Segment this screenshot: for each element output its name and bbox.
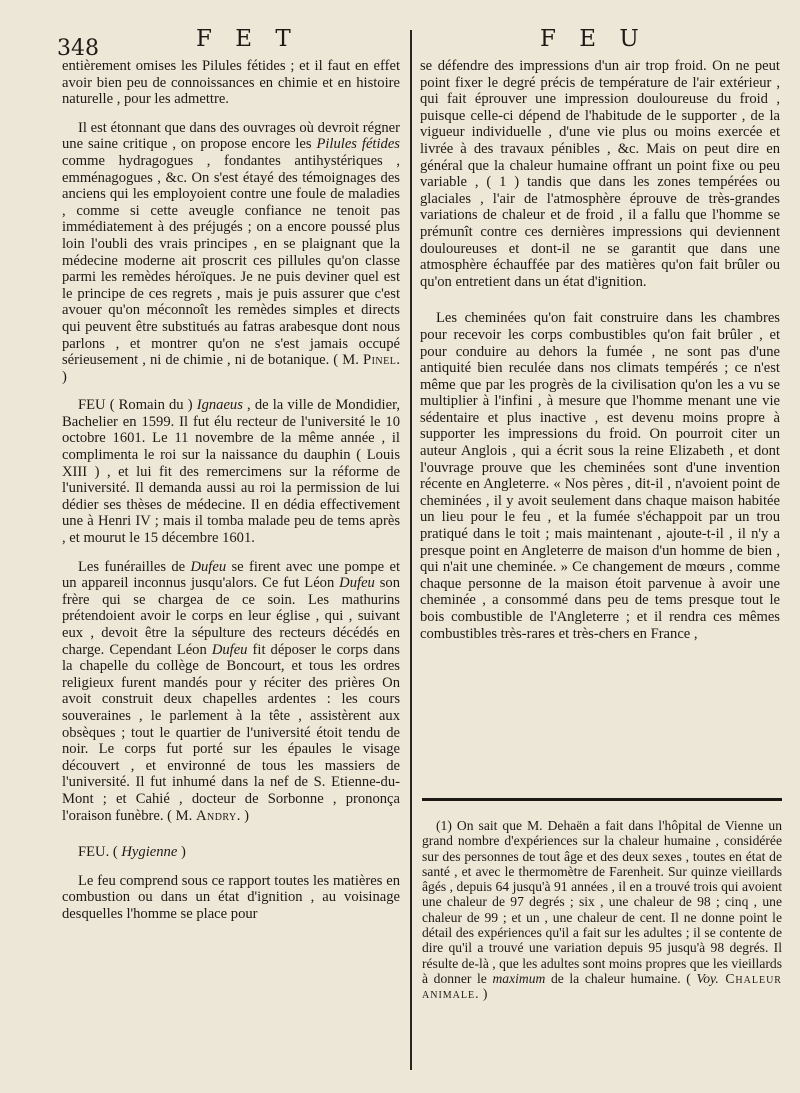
footnote-rule [422,798,782,801]
left-paragraph-4: Les funérailles de Dufeu se firent avec une pompe et un appareil inconnus jusqu'alors. Ce fut Léon Dufeu son frère qui se chargea de ce soin. Les mathurins prétendoient avoir le corps en leur église , qui , suivant eux , devoit être la sépulture des recteurs décédés en charge. Cependant Léon Dufeu fit déposer le corps dans la chapelle du collège de Boncourt, et tous les ordres religieux furent mandés pour y réciter des prières On avoit construit deux chapelles ardentes : les cours souveraines , le parlement à la tête , assistèrent aux obsèques ; tout le quartier de l'université étoit tendu de noir. Le corps fut porté sur les épaules le visage découvert , et environné de tous les massiers de l'université. Il fut inhumé dans la nef de S. Etienne-du-Mont ; et Cahié , docteur de Sorbonne , prononça l'oraison funèbre. ( M. Andry. ) [62,558,401,824]
footnote-text: (1) On sait que M. Dehaën a fait dans l'hôpital de Vienne un grand nombre d'expériences sur la chaleur humaine , considérée sur des personnes de tout âge et des deux sexes , toutes en état de santé , et avec le thermomètre de Farenheit. Sur quinze vieillards âgés , depuis 64 jusqu'à 91 années , il en a trouvé trois qui avoient une chaleur de 97 degrés ; six , une chaleur de 98 ; cinq , une chaleur de 99 ; et un , une chaleur de cent. Il ne donne point le détail des expériences qu'il a fait sur les adultes ; il se contente de dire qu'il a trouvé une variation depuis 95 jusqu'à 98 degrés. Il résulte de-là , que les adultes sont moins propres que les vieillards à donner le maximum de la chaleur humaine. ( Voy. Chaleur animale. ) [422,818,782,1002]
column-divider [410,30,412,1070]
left-column [62,58,400,923]
left-running-head: F E T [196,26,299,52]
right-column [420,58,780,642]
author-name: Andry [195,807,237,824]
left-paragraph-3: FEU ( Romain du ) Ignaeus , de la ville de Mondidier, Bachelier en 1599. Il fut élu recteur de l'université le 10 octobre 1601. Le 11 novembre de la même année , il complimenta le roi sur la naissance du dauphin ( Louis XIII ) , et lui fit des remercimens sur la réforme de l'université. Il demanda aussi au roi la permission de lui dédier ses thèses de médecine. Il en dédia effectivement une à Henri IV ; mais il tomba malade peu de tems après , et mourut le 15 décembre 1601. [62,397,400,547]
left-paragraph-6: Le feu comprend sous ce rapport toutes les matières en combustion ou dans un état d'ignition , au voisinage desquelles l'homme se place pour [62,872,400,922]
footnote [422,818,782,1002]
page-number: 348 [57,36,99,61]
section-heading-hygiene: FEU. ( Hygienne ) [78,844,186,861]
left-paragraph-1: entièrement omises les Pilules fétides ; et il faut en effet avoir bien peu de connoissances en chimie et en histoire naturelle , pour les admettre. [62,58,400,108]
right-paragraph-2: Les cheminées qu'on fait construire dans les chambres pour recevoir les corps combustibles qu'on fait brûler , et pour conduire au dehors la fumée , ne sont pas d'une antiquité bien reculée dans nos climats tempérés ; ce n'est même que par les progrès de la civilisation qu'on les a vu se multiplier à l'infini , à mesure que l'homme menant une vie sédentaire et plus inactive , est devenu moins propre à supporter les impressions du froid. On pourroit citer un auteur Anglois , qui a écrit sous la reine Elizabeth , et dont l'ouvrage prouve que les cheminées sont d'une invention récente en Angleterre. « Nos pères , dit-il , n'avoient point de cheminées , il y avoit seulement dans chaque maison habitée un lieu pour le feu , et la fumée s'échappoit par un trou pratiqué dans le toit ; mais maintenant , ajoute-t-il , il n'y a presque point en Angleterre de maison d'un homme de bien , qui n'ait une cheminée. » Ce changement de mœurs , comme chaque personne de la maison étoit parvenue à avoir une cheminée , a consommé dans peu de tems presque tout le bois combustible de l'Angleterre ; et il rendra ces mêmes combustibles très-rares et très-chers en France , [420,310,780,642]
author-name: Pinel [362,352,397,369]
right-paragraph-1: se défendre des impressions d'un air trop froid. On ne peut point fixer le degré précis de température de l'air extérieur , qui fait éprouver une impression douloureuse du froid , puisque celle-ci dépend de l'habitude de le supporter , de la vigueur individuelle , d'une vie plus ou moins exercée et livrée à des travaux pénibles , &c. Mais on peut dire en général que la chaleur humaine offrant un point fixe ou peu variable , ( 1 ) tandis que dans les zones tempérées ou glaciales , l'air de l'atmosphère éprouve de très-grandes variations de chaleur et de froid , il a fallu que l'homme se prémunît contre ces dernières impressions qui deviennent douloureuses et dont-il ne se garantit que dans une atmosphère échauffée par des matières qu'on fait brûler ou qu'on entretient dans un état d'ignition. [420,58,780,290]
running-header [0,22,800,61]
right-running-head: F E U [540,26,647,52]
left-paragraph-2: Il est étonnant que dans des ouvrages où devroit régner une saine critique , on propose encore les Pilules fétides comme hydragogues , fondantes antihystériques , emménagogues , &c. On s'est étayé des témoignages des anciens qui les employoient contre une foule de maladies , comme si cette aveugle confiance ne tenoit pas immédiatement à des préjugés ; on a encore poussé plus loin l'oubli des vrais principes , en se plaignant que la médecine moderne ait proscrit ces pillules qu'on classe parmi les remèdes héroïques. Je ne puis deviner quel est le principe de ces regrets , mais je puis assurer que c'est avouer qu'on méconnoît les remèdes simples et directs qui peuvent être substitués au fatras arabesque dont nous parlons , et montrer qu'on ne s'est jamais occupé sérieusement , ni de chimie , ni de botanique. ( M. Pinel. ) [62,119,400,385]
